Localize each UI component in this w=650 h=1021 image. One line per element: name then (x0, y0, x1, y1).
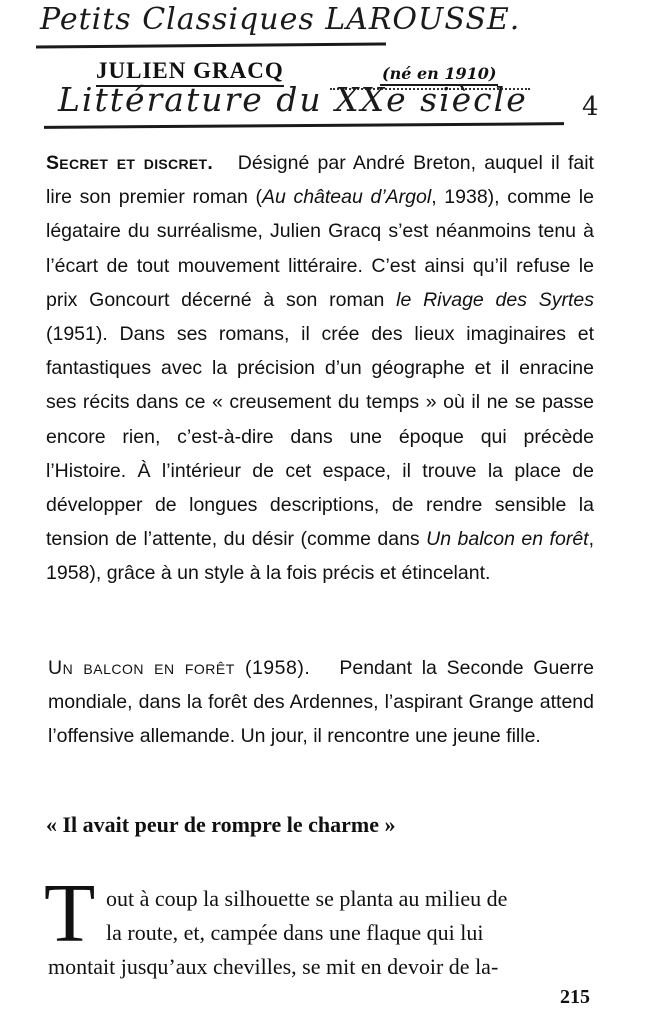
drop-cap: T (44, 867, 96, 960)
page-number: 215 (560, 986, 590, 1008)
author-biography-paragraph: Secret et discret. Désigné par André Breton, auquel il fait lire son premier roman (Au château d’Argol, 1938), comme le légataire du surréalisme, Julien Gracq s’est néanmoins tenu à l’écart de tout mouvement littéraire. C’est ainsi qu’il refuse le prix Goncourt décerné à son roman le Rivage des Syrtes (1951). Dans ses romans, il crée des lieux imaginaires et fantastiques avec la précision d’un géographe et il enracine ses récits dans ce « creusement du temps » où il ne se passe encore rien, c’est-à-dire dans une époque qui précède l’Histoire. À l’intérieur de cet espace, il trouve la place de développer de longues descriptions, de rendre sensible la tension de l’attente, du désir (comme dans Un balcon en forêt, 1958), grâce à un style à la fois précis et étincelant. (46, 152, 595, 585)
book-title: Au château d’Argol (261, 186, 432, 209)
section-heading: Secret et discret. (46, 152, 214, 174)
handwritten-note: 4 (582, 92, 599, 122)
excerpt-line: out à coup la silhouette se planta au milieu de (106, 886, 508, 911)
author-birth-note: (né en 1910) (380, 64, 498, 86)
excerpt-line: montait jusqu’aux chevilles, se mit en devoir de la- (48, 954, 499, 979)
handwritten-underline-2 (44, 122, 564, 129)
section-heading: Un balcon en forêt (1958). (48, 657, 311, 679)
book-title: Un balcon en forêt (426, 528, 589, 551)
excerpt-title: « Il avait peur de rompre le charme » (46, 812, 396, 837)
book-summary-paragraph: Un balcon en forêt (1958). Pendant la Seconde Guerre mondiale, dans la forêt des Ardennes, l’aspirant Grange attend l’offensive allemande. Un jour, il rencontre une jeune fille. (48, 657, 594, 748)
handwritten-category: Littérature du XXe siècle (58, 80, 528, 119)
handwritten-series-title: Petits Classiques LAROUSSE. (40, 2, 521, 37)
excerpt-line: la route, et, campée dans une flaque qui lui (106, 920, 484, 945)
author-name: JULIEN GRACQ (96, 58, 284, 87)
book-title: le Rivage des Syrtes (396, 288, 594, 311)
handwritten-underline (36, 42, 386, 48)
